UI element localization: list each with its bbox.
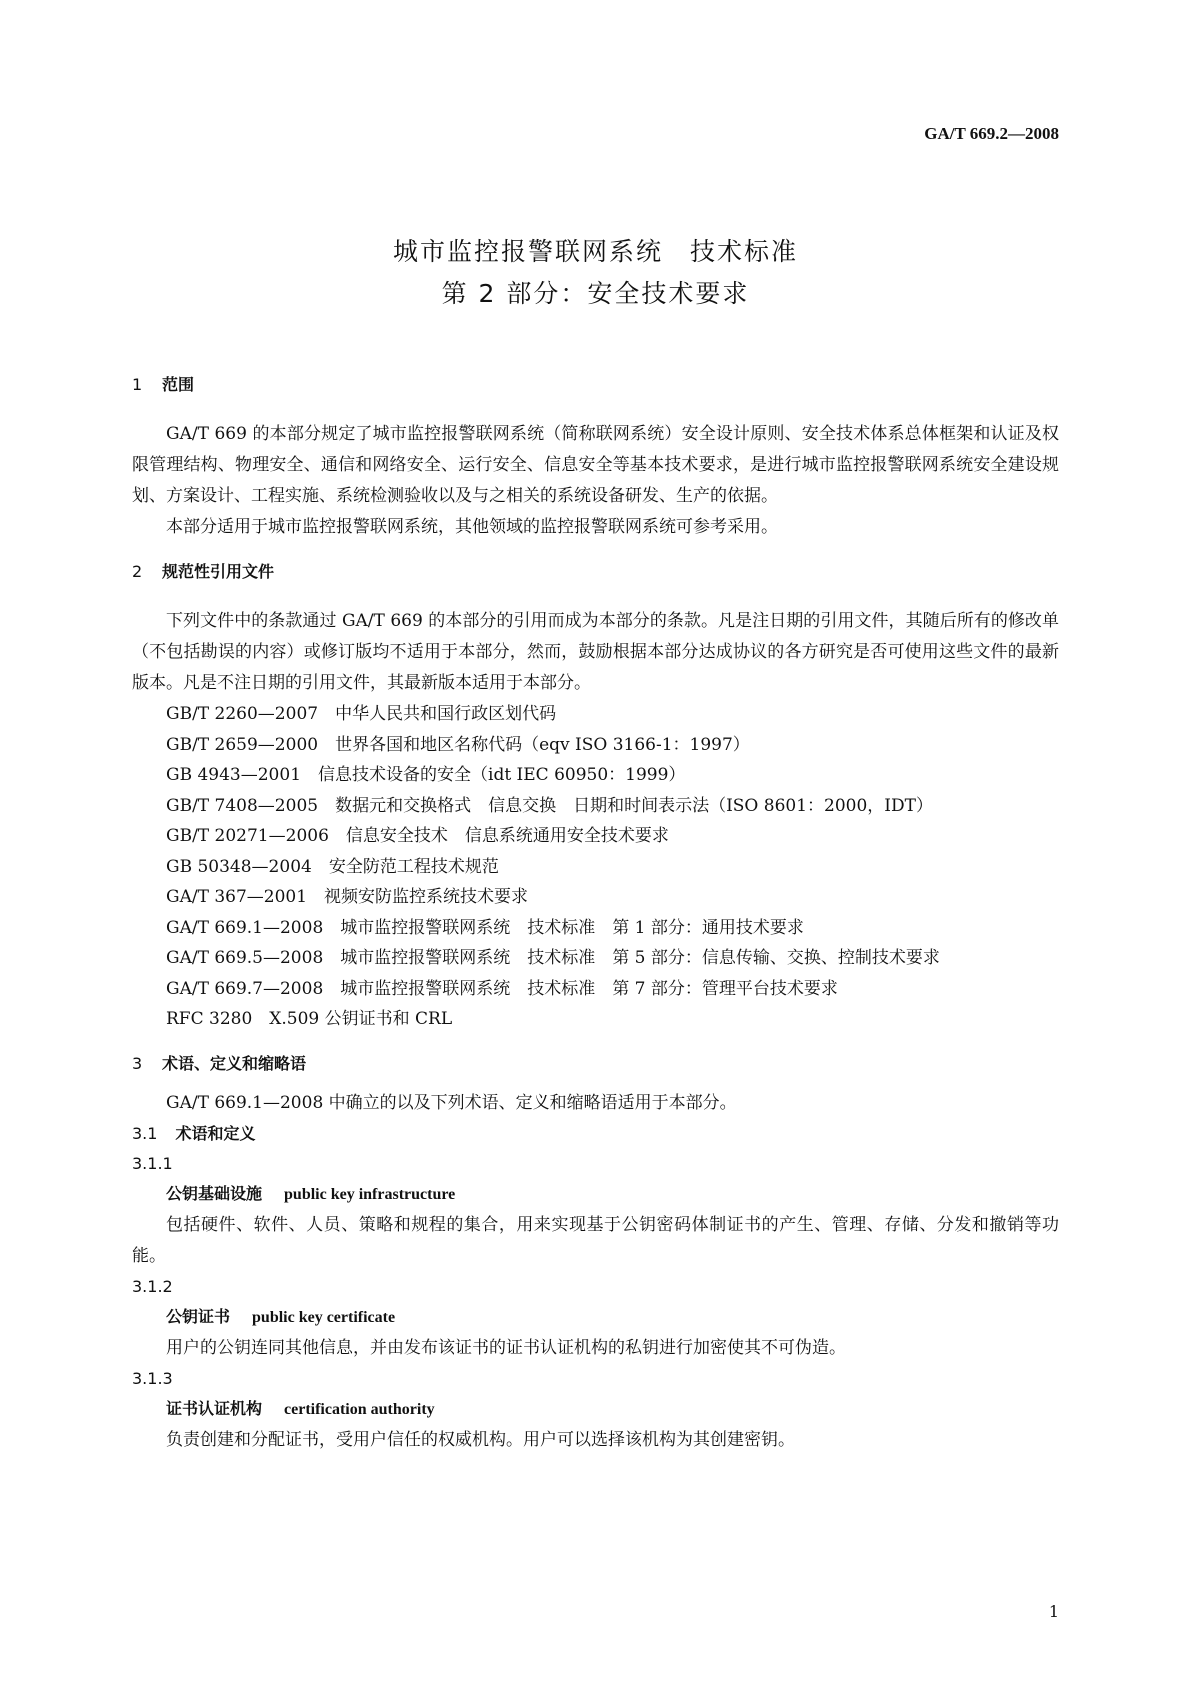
term-number: 3.1.1 bbox=[132, 1153, 173, 1173]
subsection-title: 术语和定义 bbox=[175, 1123, 256, 1143]
section-title: 术语、定义和缩略语 bbox=[162, 1053, 307, 1073]
term-definition: 负责创建和分配证书，受用户信任的权威机构。用户可以选择该机构为其创建密钥。 bbox=[166, 1429, 795, 1450]
section-2-heading bbox=[132, 559, 1059, 582]
reference-item: GB 50348—2004 安全防范工程技术规范 bbox=[166, 856, 499, 877]
term-zh: 公钥基础设施 bbox=[166, 1183, 263, 1203]
section-title: 规范性引用文件 bbox=[162, 562, 275, 581]
document-body bbox=[132, 372, 1059, 1456]
page-number: 1 bbox=[1048, 1602, 1059, 1621]
section-number: 2 bbox=[132, 562, 143, 581]
term-heading bbox=[132, 1394, 1059, 1425]
reference-item: GA/T 669.1—2008 城市监控报警联网系统 技术标准 第 1 部分：通用技术要求 bbox=[166, 917, 804, 938]
title-line-1: 城市监控报警联网系统 技术标准 bbox=[392, 237, 798, 266]
section-1-heading bbox=[132, 372, 1059, 395]
term-zh: 证书认证机构 bbox=[166, 1398, 263, 1418]
term-number: 3.1.3 bbox=[132, 1368, 173, 1388]
paragraph: GA/T 669.1—2008 中确立的以及下列术语、定义和缩略语适用于本部分。 bbox=[166, 1092, 737, 1113]
reference-item: GB/T 7408—2005 数据元和交换格式 信息交换 日期和时间表示法（ISO 8601：2000，IDT） bbox=[166, 795, 933, 816]
section-title: 范围 bbox=[162, 375, 195, 394]
paragraph: 本部分适用于城市监控报警联网系统，其他领域的监控报警联网系统可参考采用。 bbox=[166, 517, 778, 537]
reference-item: GA/T 669.5—2008 城市监控报警联网系统 技术标准 第 5 部分：信息传输、交换、控制技术要求 bbox=[166, 948, 940, 968]
term-number: 3.1.2 bbox=[132, 1276, 173, 1296]
term-definition: 用户的公钥连同其他信息，并由发布该证书的证书认证机构的私钥进行加密使其不可伪造。 bbox=[166, 1337, 846, 1358]
paragraph: GA/T 669 的本部分规定了城市监控报警联网系统（简称联网系统）安全设计原则、安全技术体系总体框架和认证及权限管理结构、物理安全、通信和网络安全、运行安全、信息安全等基本技术要求，是进行城市监控报警联网系统安全建设规划、方案设计、工程实施、系统检测验收以及与之相关的系统设备研发、生产的依据。 bbox=[132, 424, 1059, 506]
term-definition: 包括硬件、软件、人员、策略和规程的集合，用来实现基于公钥密码体制证书的产生、管理、存储、分发和撤销等功能。 bbox=[132, 1214, 1059, 1266]
reference-item: GA/T 367—2001 视频安防监控系统技术要求 bbox=[166, 887, 529, 907]
term-heading bbox=[132, 1179, 1059, 1210]
reference-item: GB/T 20271—2006 信息安全技术 信息系统通用安全技术要求 bbox=[166, 826, 669, 846]
term-en: public key certificate bbox=[252, 1308, 396, 1326]
reference-item: GB/T 2659—2000 世界各国和地区名称代码（eqv ISO 3166-1：1997） bbox=[166, 734, 750, 755]
subsection-number: 3.1 bbox=[132, 1123, 158, 1143]
section-number: 3 bbox=[132, 1053, 143, 1073]
term-heading bbox=[132, 1302, 1059, 1333]
reference-item: GB/T 2260—2007 中华人民共和国行政区划代码 bbox=[166, 704, 557, 724]
standard-id: GA/T 669.2—2008 bbox=[924, 124, 1059, 143]
section-number: 1 bbox=[132, 375, 143, 394]
term-en: public key infrastructure bbox=[284, 1185, 456, 1203]
title-line-2: 第 2 部分：安全技术要求 bbox=[441, 279, 750, 308]
term-zh: 公钥证书 bbox=[166, 1306, 231, 1326]
paragraph: 下列文件中的条款通过 GA/T 669 的本部分的引用而成为本部分的条款。凡是注日期的引用文件，其随后所有的修改单（不包括勘误的内容）或修订版均不适用于本部分，然而，鼓励根据本部分达成协议的各方研究是否可使用这些文件的最新版本。凡是不注日期的引用文件，其最新版本适用于本部分。 bbox=[132, 611, 1059, 693]
reference-item: GA/T 669.7—2008 城市监控报警联网系统 技术标准 第 7 部分：管理平台技术要求 bbox=[166, 978, 838, 999]
subsection-heading bbox=[132, 1119, 1059, 1149]
term-en: certification authority bbox=[284, 1400, 435, 1418]
reference-item: GB 4943—2001 信息技术设备的安全（idt IEC 60950：1999） bbox=[166, 765, 686, 785]
section-3-heading bbox=[132, 1051, 1059, 1074]
reference-item: RFC 3280 X.509 公钥证书和 CRL bbox=[166, 1009, 453, 1029]
